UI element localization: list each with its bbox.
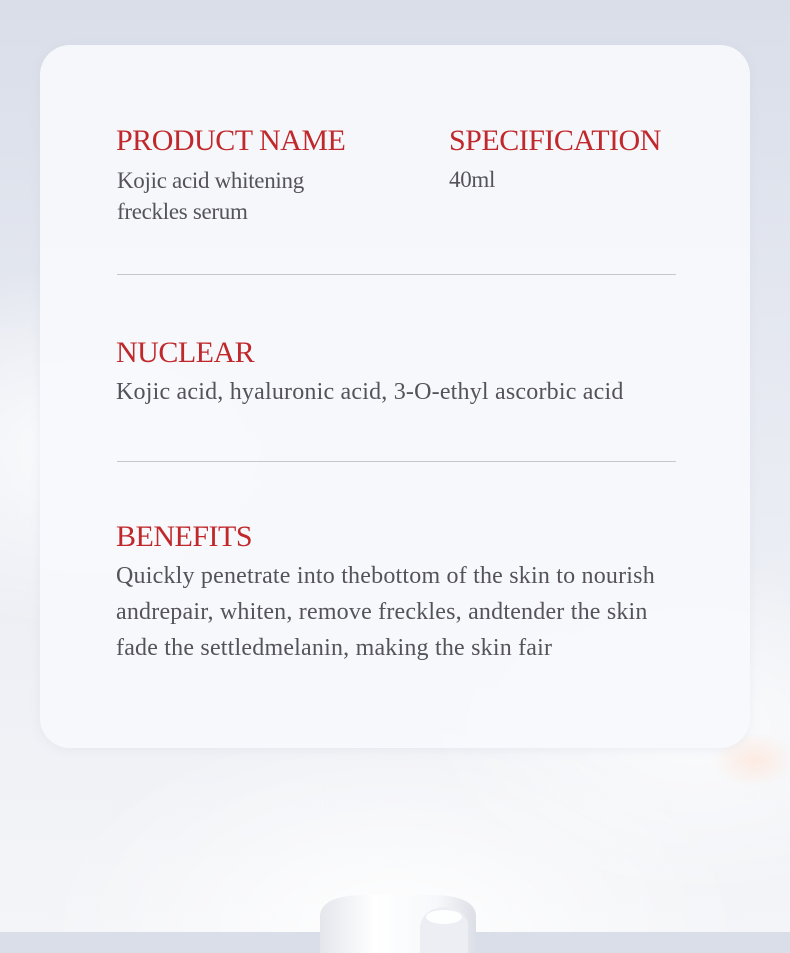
benefits-line-1: Quickly penetrate into thebottom of the skin to nourish <box>116 563 655 589</box>
divider <box>117 461 676 462</box>
product-name-line-2: freckles serum <box>117 199 248 224</box>
serum-bottle-cap-image <box>318 893 478 953</box>
divider <box>117 274 676 275</box>
product-info-card <box>40 45 750 748</box>
product-name-heading: PRODUCT NAME <box>116 124 346 157</box>
specification-value: 40ml <box>449 167 496 192</box>
nuclear-text: Kojic acid, hyaluronic acid, 3-O-ethyl ascorbic acid <box>116 379 624 405</box>
benefits-line-3: fade the settledmelanin, making the skin fair <box>116 635 553 661</box>
product-name-line-1: Kojic acid whitening <box>117 168 304 193</box>
benefits-line-2: andrepair, whiten, remove freckles, andtender the skin <box>116 599 648 625</box>
specification-heading: SPECIFICATION <box>449 124 661 157</box>
nuclear-heading: NUCLEAR <box>116 336 255 369</box>
benefits-heading: BENEFITS <box>116 520 253 553</box>
